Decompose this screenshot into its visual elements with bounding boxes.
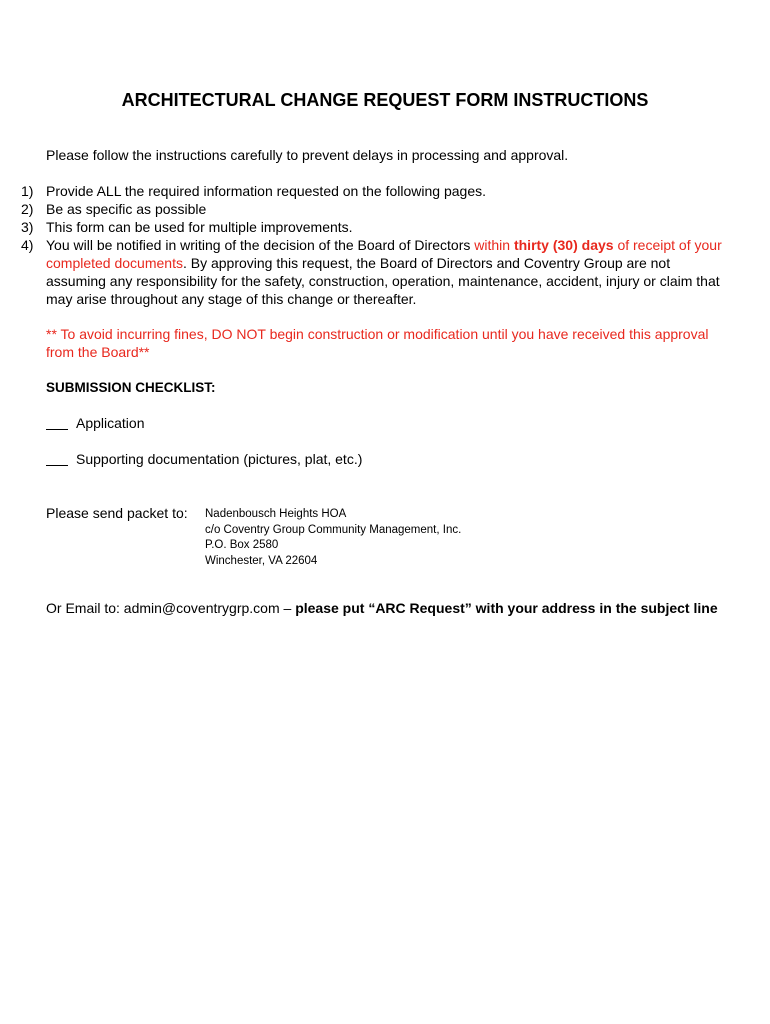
list-item-text: You will be notified in writing of the decision of the Board of Directors	[46, 237, 475, 253]
deadline-emphasis: thirty (30) days	[513, 237, 614, 253]
address-line: Nadenbousch Heights HOA	[205, 508, 347, 520]
list-item-number: 3)	[21, 219, 34, 235]
checkbox-blank-line[interactable]	[46, 453, 68, 466]
address-line: c/o Coventry Group Community Management, Inc.	[205, 523, 462, 536]
checklist-item-supporting-docs	[46, 450, 362, 468]
send-packet-label: Please send packet to:	[46, 505, 188, 521]
deadline-text-continued: of receipt of your completed documents	[46, 237, 722, 271]
mailing-address	[205, 507, 461, 569]
address-line: P.O. Box 2580	[205, 539, 279, 551]
intro-text: Please follow the instructions carefully to prevent delays in processing and approval.	[46, 147, 569, 163]
checklist-item-application	[46, 414, 145, 432]
list-item-text: This form can be used for multiple improvements.	[46, 219, 353, 235]
deadline-text: within	[474, 237, 514, 253]
page-title: ARCHITECTURAL CHANGE REQUEST FORM INSTRUCTIONS	[121, 90, 649, 110]
disclaimer-text: . By approving this request, the Board of Directors and Coventry Group are not assuming any responsibility for the safety, construction, operation, maintenance, accident, injury or claim that may arise throughout any stage of this change or thereafter.	[46, 255, 720, 307]
list-item-number: 2)	[21, 201, 34, 217]
instructions-list	[0, 182, 770, 308]
email-instructions	[46, 599, 726, 617]
email-prefix: Or Email to: admin@coventrygrp.com –	[46, 600, 296, 616]
fines-warning: ** To avoid incurring fines, DO NOT begin construction or modification until you have received this approval from the Board**	[46, 326, 709, 360]
list-item-number: 4)	[21, 237, 34, 253]
checklist-heading: SUBMISSION CHECKLIST:	[46, 380, 216, 395]
list-item-text: Provide ALL the required information requested on the following pages.	[46, 183, 486, 199]
list-item	[0, 236, 770, 308]
list-item	[0, 200, 770, 218]
checkbox-blank-line[interactable]	[46, 417, 68, 430]
list-item-text: Be as specific as possible	[46, 201, 207, 217]
address-line: Winchester, VA 22604	[205, 554, 318, 567]
list-item	[0, 218, 770, 236]
list-item	[0, 182, 770, 200]
checklist-item-label: Application	[76, 415, 145, 431]
list-item-number: 1)	[21, 183, 34, 199]
checklist-item-label: Supporting documentation (pictures, plat, etc.)	[76, 451, 363, 467]
email-subject-instruction: please put “ARC Request” with your address in the subject line	[295, 600, 718, 616]
